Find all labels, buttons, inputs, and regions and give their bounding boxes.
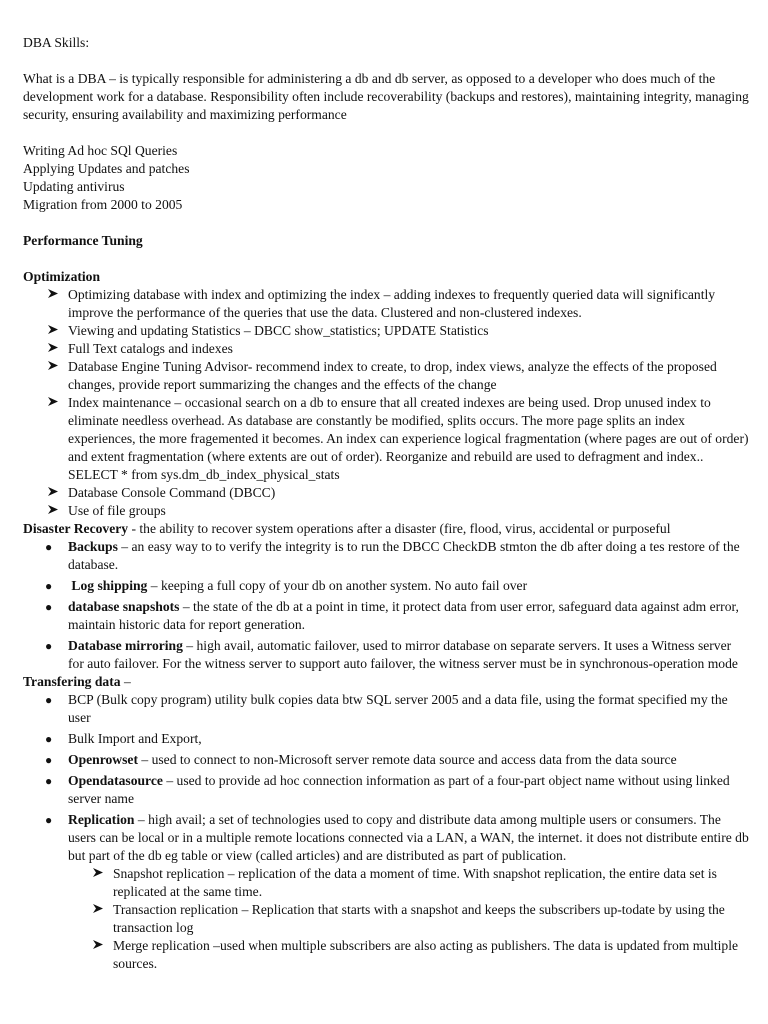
arrow-bullet-icon <box>92 865 108 883</box>
bullet-icon: ● <box>45 639 53 653</box>
list-item: Snapshot replication – replication of the data a moment of time. With snapshot replication, the entire data set is replicated at the same time. <box>0 865 768 901</box>
arrow-bullet-icon <box>92 937 108 955</box>
performance-tuning-heading: Performance Tuning <box>23 233 143 248</box>
list-item: ● Opendatasource – used to provide ad hoc connection information as part of a four-part object name without using linked server name <box>45 773 730 806</box>
bullet-icon: ● <box>45 600 53 614</box>
arrow-bullet-icon <box>47 394 63 412</box>
bullet-icon: ● <box>45 753 53 767</box>
arrow-bullet-icon <box>47 340 63 358</box>
disaster-recovery-desc: - the ability to recover system operations after a disaster (fire, flood, virus, accidental or purposeful <box>128 521 671 536</box>
list-item: ● Openrowset – used to connect to non-Microsoft server remote data source and access data from the data source <box>45 752 677 767</box>
arrow-bullet-icon <box>92 901 108 919</box>
list-item: Merge replication –used when multiple subscribers are also acting as publishers. The data is updated from multiple sources. <box>0 937 768 973</box>
bullet-icon: ● <box>45 693 53 707</box>
bullet-icon: ● <box>45 732 53 746</box>
list-item: Use of file groups <box>0 502 768 520</box>
arrow-bullet-icon <box>47 358 63 376</box>
list-item: Viewing and updating Statistics – DBCC show_statistics; UPDATE Statistics <box>0 322 768 340</box>
arrow-bullet-icon <box>47 484 63 502</box>
list-item: ● BCP (Bulk copy program) utility bulk copies data btw SQL server 2005 and a data file, using the format specified my the user <box>45 692 728 725</box>
arrow-bullet-icon <box>47 286 63 304</box>
disaster-recovery-heading: Disaster Recovery <box>23 521 129 536</box>
bullet-icon: ● <box>45 774 53 788</box>
arrow-bullet-icon <box>47 502 63 520</box>
skill-line: Migration from 2000 to 2005 <box>23 197 183 212</box>
list-item: Database Console Command (DBCC) <box>0 484 768 502</box>
bullet-icon: ● <box>45 540 53 554</box>
document-heading: DBA Skills: <box>23 35 90 50</box>
optimization-heading: Optimization <box>23 269 101 284</box>
bullet-icon: ● <box>45 579 53 593</box>
disaster-recovery-list <box>0 538 768 673</box>
transfering-data-heading: Transfering data <box>23 674 121 689</box>
list-item: Optimizing database with index and optimizing the index – adding indexes to frequently queried data will significantly improve the performance of the queries that use the data. Clustered and non-clustered indexes. <box>0 286 768 322</box>
transfering-data-line: Transfering data – <box>23 674 131 689</box>
list-item: Database Engine Tuning Advisor- recommend index to create, to drop, index views, analyze the effects of the proposed changes, provide report summarizing the changes and the effects of the change <box>0 358 768 394</box>
list-item: ● Database mirroring – high avail, automatic failover, used to mirror database on separate servers. It uses a Witness server for auto failover. For the witness server to support auto failover, the witness server must be in synchronous-operation mode <box>45 638 738 671</box>
optimization-list <box>0 286 768 520</box>
arrow-bullet-icon <box>47 322 63 340</box>
list-item: Full Text catalogs and indexes <box>0 340 768 358</box>
skill-line: Updating antivirus <box>23 179 125 194</box>
skills-list <box>0 142 768 214</box>
list-item: ● Backups – an easy way to to verify the integrity is to run the DBCC CheckDB stmton the db after doing a tes restore of the database. <box>45 539 740 572</box>
intro-paragraph: What is a DBA – is typically responsible for administering a db and db server, as opposed to a developer who does much of the development work for a database. Responsibility often include recoverability (backups and restores), maintaining integrity, managing security, ensuring availability and maximizing performance <box>23 71 753 122</box>
bullet-icon: ● <box>45 813 53 827</box>
list-item: ● Bulk Import and Export, <box>45 731 202 746</box>
transfering-data-list <box>0 691 768 973</box>
disaster-recovery-line <box>0 520 768 538</box>
list-item: ● database snapshots – the state of the db at a point in time, it protect data from user error, safeguard data against adm error, maintain historic data for report generation. <box>45 599 739 632</box>
replication-types-list <box>0 865 768 973</box>
skill-line: Applying Updates and patches <box>23 161 190 176</box>
list-item: Index maintenance – occasional search on a db to ensure that all created indexes are being used. Drop unused index to eliminate needless overhead. As database are constantly be modified, splits occurs. The more page splits an index experiences, the more fragemented it becomes. An index can experience logical fragmentation (where pages are out of order) and extent fragmentation (where extents are out of order). Reorganize and rebuild are used to defragment and index.. SELECT * from sys.dm_db_index_physical_stats <box>0 394 768 484</box>
skill-line: Writing Ad hoc SQl Queries <box>23 143 178 158</box>
list-item: ● Log shipping – keeping a full copy of your db on another system. No auto fail over <box>45 578 528 593</box>
list-item: ● Replication – high avail; a set of technologies used to copy and distribute data among multiple users or consumers. The users can be local or in a multiple remote locations connected via a LAN, a WAN, the internet. it does not distribute entire db but part of the db eg table or view (called articles) and are distributed as part of publication. <box>45 812 749 863</box>
list-item: Transaction replication – Replication that starts with a snapshot and keeps the subscribers up-todate by using the transaction log <box>0 901 768 937</box>
